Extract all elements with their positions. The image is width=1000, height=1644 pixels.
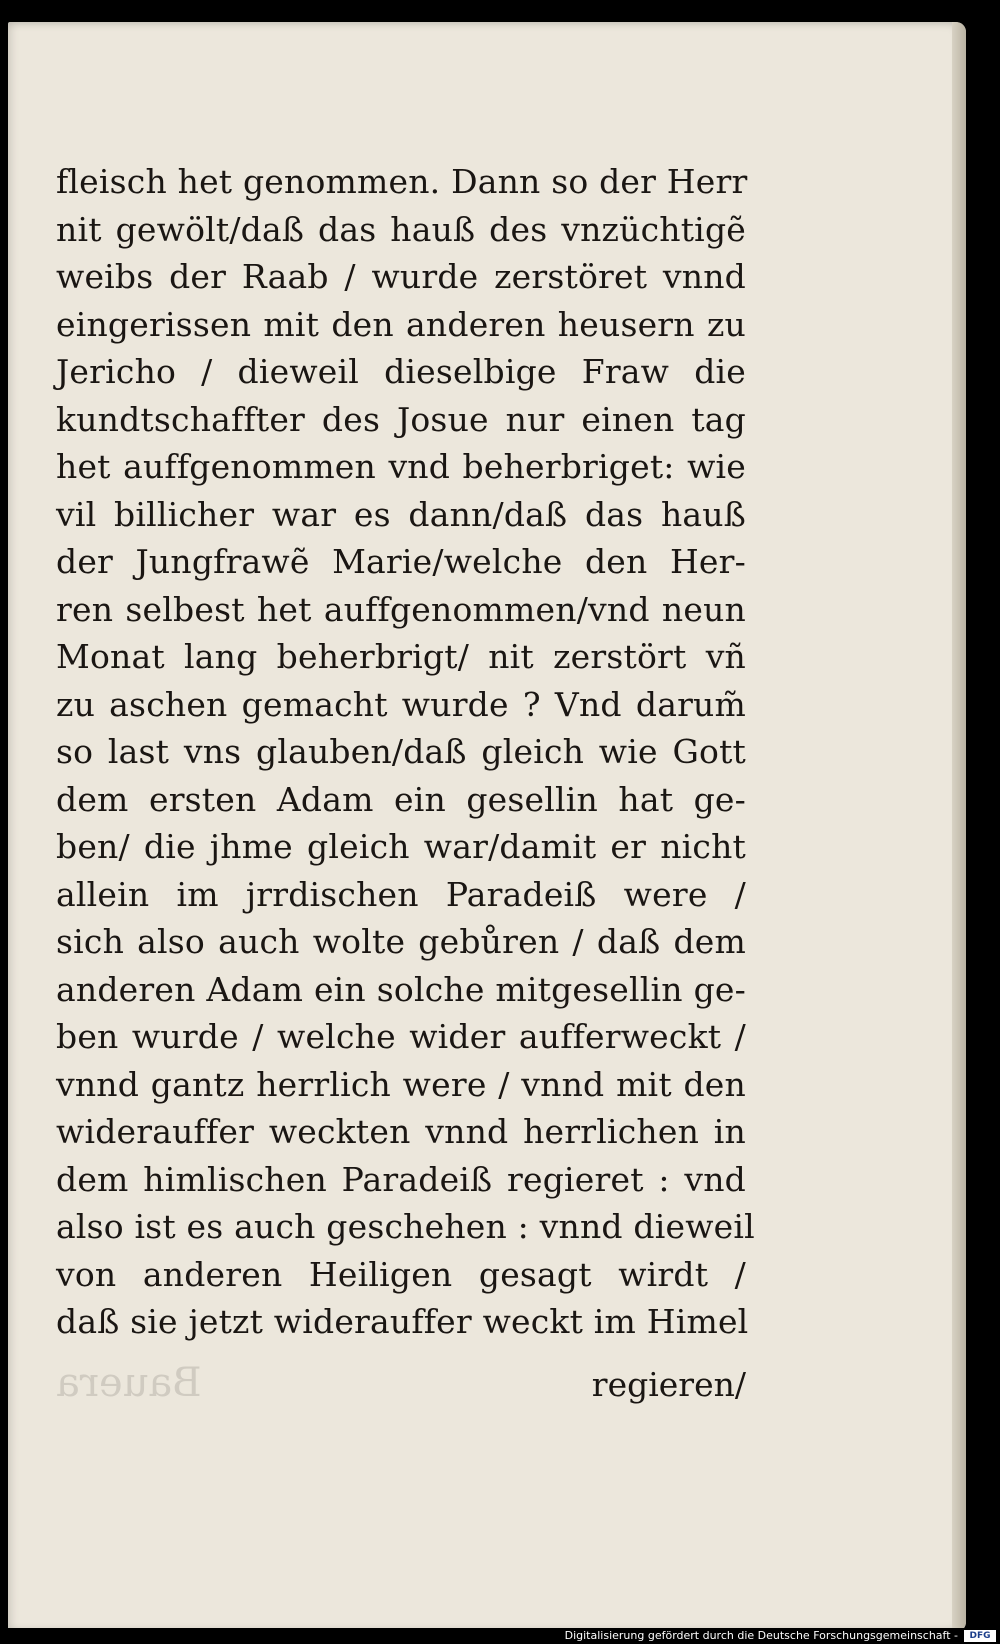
text-line: von anderen Heiligen gesagt wirdt / — [56, 1254, 746, 1294]
digitization-footer — [0, 1628, 1000, 1644]
text-line: sich also auch wolte gebůren / daß dem — [56, 922, 746, 961]
text-line: vnnd gantz herrlich were / vnnd mit den — [56, 1064, 746, 1104]
text-line: also ist es auch geschehen : vnnd dieweil — [56, 1207, 755, 1246]
text-line: het auffgenommen vnd beherbriget: wie — [56, 447, 746, 486]
text-line: nit gewölt/daß das hauß des vnzüchtigẽ — [56, 209, 746, 249]
text-line: so last vns glauben/daß gleich wie Gott — [56, 732, 746, 771]
text-line: ben/ die jhme gleich war/damit er nicht — [56, 827, 746, 866]
text-line: zu aschen gemacht wurde ? Vnd darum̃ — [56, 684, 746, 724]
text-line: daß sie jetzt widerauffer weckt im Himel — [56, 1302, 749, 1341]
dfg-logo: DFG — [964, 1630, 996, 1642]
text-line: ren selbest het auffgenommen/vnd neun — [56, 589, 746, 629]
bleed-through-text: Bauera — [56, 1360, 202, 1406]
text-line: dem ersten Adam ein gesellin hat ge- — [56, 779, 746, 819]
text-line: Jericho / dieweil dieselbige Fraw die — [56, 352, 746, 391]
catchword: regieren/ — [591, 1365, 746, 1404]
text-line: fleisch het genommen. Dann so der Herr — [56, 162, 748, 201]
text-line: ben wurde / welche wider aufferweckt / — [56, 1017, 746, 1056]
text-line: eingerissen mit den anderen heusern zu — [56, 304, 746, 344]
text-line: Monat lang beherbrigt/ nit zerstört vñ — [56, 637, 746, 676]
text-line: der Jungfrawẽ Marie/welche den Her- — [56, 542, 746, 581]
text-line: vil billicher war es dann/daß das hauß — [56, 494, 746, 534]
text-line: kundtschaffter des Josue nur einen tag — [56, 399, 746, 439]
text-line: allein im jrrdischen Paradeiß were / — [56, 874, 746, 914]
text-line: weibs der Raab / wurde zerstöret vnnd — [56, 257, 746, 296]
text-line: dem himlischen Paradeiß regieret : vnd — [56, 1159, 746, 1199]
funding-credit: Digitalisierung gefördert durch die Deutsche Forschungsgemeinschaft - — [564, 1629, 958, 1642]
text-line: widerauffer weckten vnnd herrlichen in — [56, 1112, 746, 1151]
text-line: anderen Adam ein solche mitgesellin ge- — [56, 969, 746, 1009]
main-text-block — [56, 158, 755, 1346]
page-edge — [952, 22, 966, 1632]
